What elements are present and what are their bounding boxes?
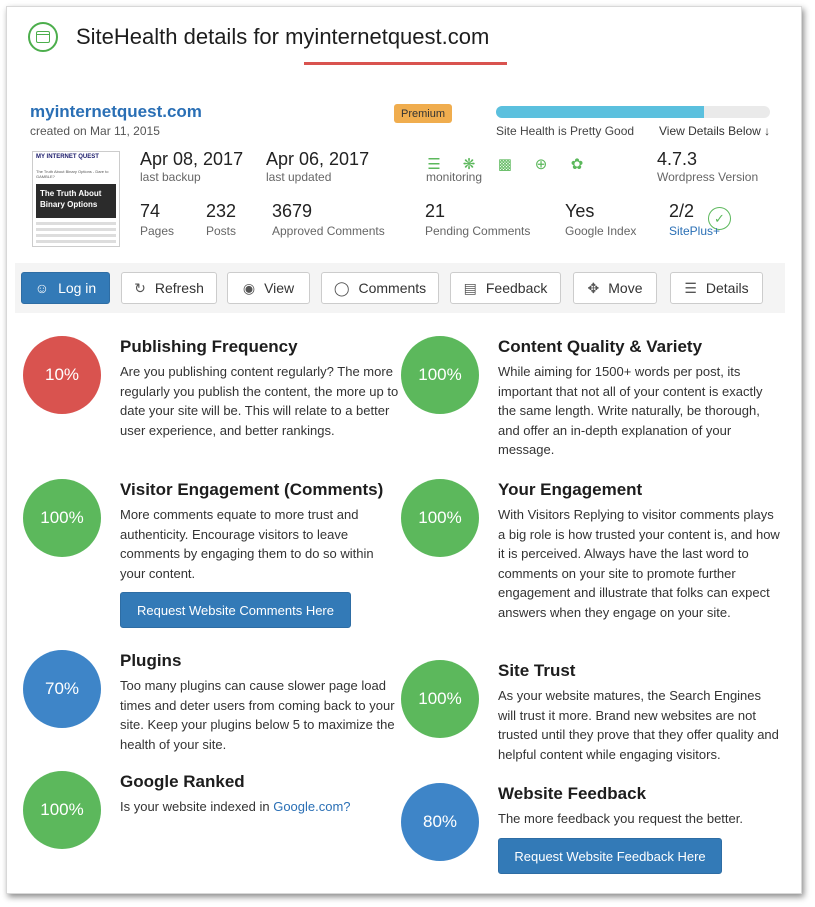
refresh-button-label: Refresh (154, 280, 204, 296)
thumbnail-headline: The Truth About Binary Options (36, 184, 116, 218)
visitor-engagement-title: Visitor Engagement (Comments) (120, 480, 384, 499)
shield-icon: ▩ (497, 156, 513, 173)
publishing-frequency-text: Are you publishing content regularly? The more regularly you publish the content, the more up to date your site will be. This will relate to a better user experience, and better rankings. (120, 364, 399, 438)
eye-icon: ◉ (242, 279, 256, 296)
list-icon: ☰ (684, 279, 697, 296)
user-icon: ☺ (34, 280, 50, 296)
login-button-label: Log in (58, 280, 97, 296)
view-button-label: View (264, 280, 295, 296)
posts-label: Posts (206, 224, 237, 238)
website-feedback-text: The more feedback you request the better. (498, 811, 743, 826)
monitoring-label: monitoring (426, 170, 483, 184)
approved-comments-label: Approved Comments (272, 224, 385, 238)
site-created-date: created on Mar 11, 2015 (30, 124, 160, 138)
details-button[interactable] (670, 272, 763, 304)
feedback-button-label: Feedback (485, 280, 548, 296)
check-circle-icon: ✓ (708, 207, 731, 230)
view-details-link[interactable]: View Details Below ↓ (659, 124, 771, 138)
thumbnail-subtitle: The Truth About Binary Options - Dare to GAMBLE? (36, 169, 109, 179)
site-window-icon (28, 22, 58, 52)
sitehealth-panel (6, 6, 802, 894)
request-feedback-button[interactable]: Request Website Feedback Here (498, 838, 722, 874)
last-updated-label: last updated (266, 170, 332, 184)
wordpress-version-label: Wordpress Version (657, 170, 759, 184)
pages-label: Pages (140, 224, 175, 238)
publishing-frequency-title: Publishing Frequency (120, 337, 298, 356)
website-feedback-title: Website Feedback (498, 784, 647, 803)
feedback-button[interactable] (450, 272, 561, 304)
last-backup-label: last backup (140, 170, 201, 184)
content-quality-text: While aiming for 1500+ words per post, its important that not all of your content is exactly the same length. Write naturally, be thorough, and offer an in-depth explanation of your message. (498, 364, 763, 457)
approved-comments-value: 3679 (272, 201, 313, 221)
health-progress-fill (496, 106, 704, 118)
site-trust-text: As your website matures, the Search Engines will trust it more. Brand new websites are not trusted until they prove that they offer quality and helpful content while engaging visitors. (498, 688, 779, 762)
plugins-title: Plugins (120, 651, 182, 670)
wordpress-version-value: 4.7.3 (657, 149, 698, 169)
your-engagement-score: 100% (401, 479, 479, 557)
login-button[interactable] (21, 272, 110, 304)
content-quality-score: 100% (401, 336, 479, 414)
refresh-button[interactable] (121, 272, 217, 304)
site-trust-score: 100% (401, 660, 479, 738)
google-ranked-prefix: Is your website indexed in (120, 799, 274, 814)
speech-bubble-icon: ◯ (333, 279, 350, 296)
last-updated-value: Apr 06, 2017 (266, 149, 370, 169)
website-feedback-score: 80% (401, 783, 479, 861)
page-title: SiteHealth details for myinternetquest.com (76, 24, 490, 49)
google-ranked-text (120, 797, 402, 817)
pages-value: 74 (140, 201, 161, 221)
feedback-icon: ▤ (463, 279, 477, 296)
pending-comments-value: 21 (425, 201, 446, 221)
google-link[interactable]: Google.com? (273, 799, 351, 814)
move-button[interactable] (573, 272, 657, 304)
comments-button-label: Comments (358, 280, 427, 296)
thumbnail-logo: MY INTERNET QUEST (33, 152, 119, 168)
google-index-label: Google Index (565, 224, 637, 238)
health-progress-bar (496, 106, 770, 118)
thumbnail-rows (33, 220, 119, 247)
your-engagement-text: With Visitors Replying to visitor comments plays a big role is how trusted your content is, and how it is perceived. Always have the last word to comments on your site to promote further engagement and illustrate that folks can expect answers when they engage on your site. (498, 507, 780, 620)
google-ranked-score: 100% (23, 771, 101, 849)
rabbit-icon: ✿ (570, 156, 584, 173)
premium-badge: Premium (394, 104, 452, 123)
visitor-engagement-score: 100% (23, 479, 101, 557)
siteplus-link[interactable]: SitePlus+ (669, 224, 721, 238)
bug-icon: ❋ (462, 156, 476, 173)
content-quality-title: Content Quality & Variety (498, 337, 703, 356)
google-ranked-title: Google Ranked (120, 772, 245, 791)
site-thumbnail[interactable] (32, 151, 120, 247)
siteplus-value: 2/2 (669, 201, 695, 221)
pending-comments-label: Pending Comments (425, 224, 531, 238)
request-comments-button[interactable]: Request Website Comments Here (120, 592, 351, 628)
your-engagement-title: Your Engagement (498, 480, 643, 499)
health-status-text: Site Health is Pretty Good (496, 124, 635, 138)
plugins-score: 70% (23, 650, 101, 728)
move-arrows-icon: ✥ (587, 279, 600, 296)
crosshair-icon: ⊕ (534, 156, 548, 173)
refresh-icon: ↻ (134, 279, 146, 296)
publishing-frequency-score: 10% (23, 336, 101, 414)
posts-value: 232 (206, 201, 237, 221)
plugins-text: Too many plugins can cause slower page load times and deter users from coming back to your site. Keep your plugins below 5 to maximize the health of your site. (120, 678, 395, 752)
move-button-label: Move (608, 280, 643, 296)
site-name-link[interactable]: myinternetquest.com (30, 102, 202, 121)
view-button[interactable] (227, 272, 310, 304)
details-button-label: Details (705, 280, 749, 296)
visitor-engagement-text: More comments equate to more trust and authenticity. Encourage visitors to leave comments by engaging them to do so within your content. (120, 507, 374, 581)
server-icon: ☰ (427, 156, 441, 173)
title-underline (304, 62, 507, 65)
google-index-value: Yes (565, 201, 595, 221)
comments-button[interactable] (321, 272, 439, 304)
site-trust-title: Site Trust (498, 661, 576, 680)
title-row (27, 17, 489, 57)
last-backup-value: Apr 08, 2017 (140, 149, 244, 169)
